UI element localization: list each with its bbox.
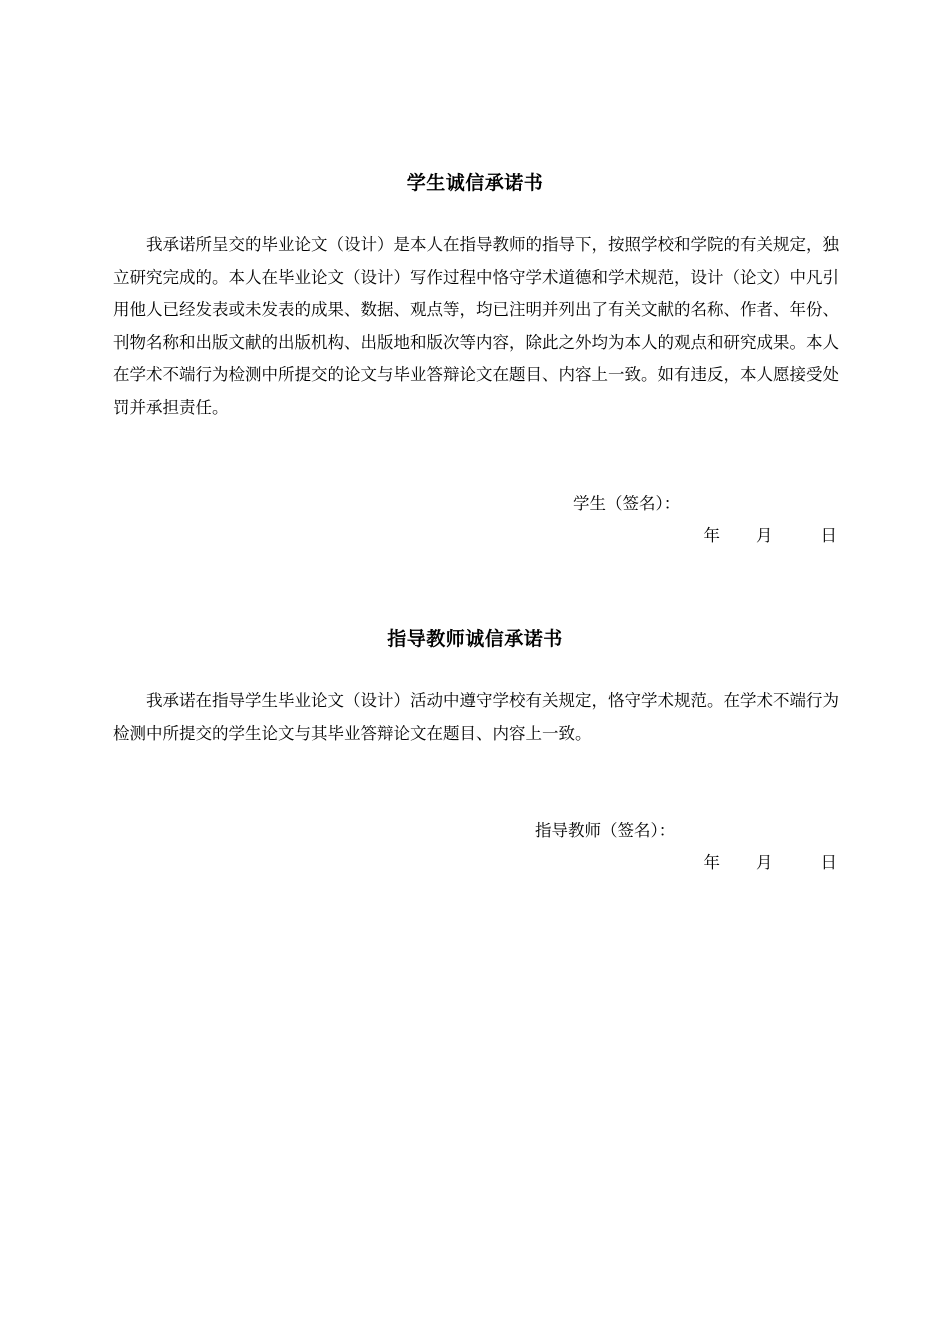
advisor-signature-label: 指导教师（签名）： — [535, 821, 676, 840]
student-signature-label: 学生（签名）： — [573, 494, 681, 513]
student-date-line — [704, 522, 838, 546]
student-date-day: 日 — [820, 526, 837, 545]
student-pledge-body: 我承诺所呈交的毕业论文（设计）是本人在指导教师的指导下，按照学校和学院的有关规定，独立研究完成的。本人在毕业论文（设计）写作过程中恪守学术道德和学术规范，设计（论文）中凡引用他人已经发表或未发表的成果、数据、观点等，均已注明并列出了有关文献的名称、作者、年份、刊物名称和出版文献的出版机构、出版地和版次等内容，除此之外均为本人的观点和研究成果。本人在学术不端行为检测中所提交的论文与毕业答辩论文在题目、内容上一致。如有违反，本人愿接受处罚并承担责任。 — [113, 235, 839, 417]
advisor-date-day: 日 — [820, 853, 837, 872]
advisor-date-line — [704, 849, 838, 873]
student-pledge-title: 学生诚信承诺书 — [406, 172, 544, 194]
student-date-year: 年 — [703, 526, 720, 545]
advisor-pledge-body: 我承诺在指导学生毕业论文（设计）活动中遵守学校有关规定，恪守学术规范。在学术不端行为检测中所提交的学生论文与其毕业答辩论文在题目、内容上一致。 — [113, 691, 839, 743]
advisor-pledge-title: 指导教师诚信承诺书 — [387, 628, 563, 650]
advisor-date-month: 月 — [756, 853, 773, 872]
advisor-date-year: 年 — [703, 853, 720, 872]
student-date-month: 月 — [756, 526, 773, 545]
